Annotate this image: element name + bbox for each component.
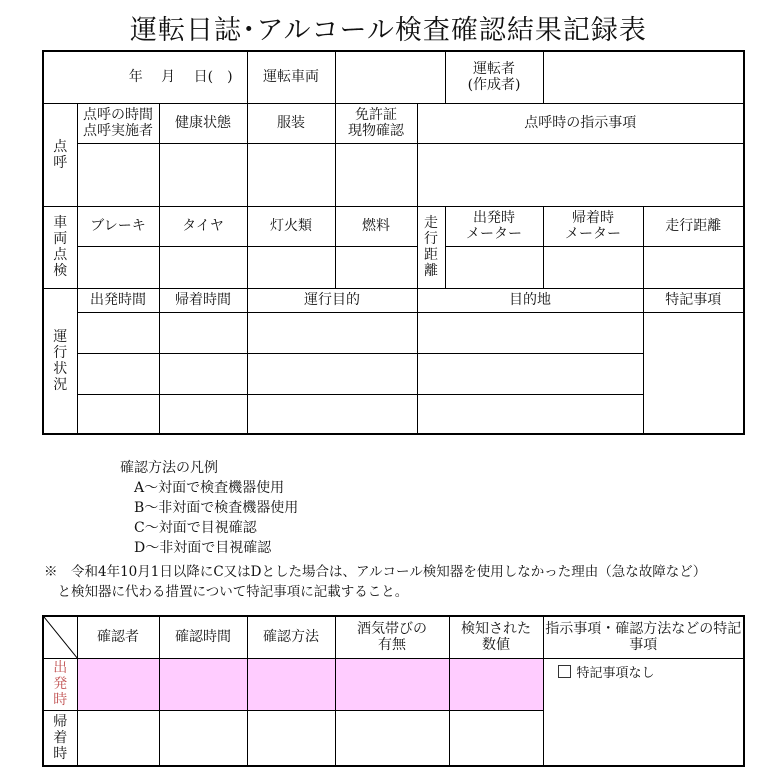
log-table xyxy=(42,50,745,435)
destination-field[interactable] xyxy=(417,353,643,394)
special-notes-field[interactable] xyxy=(543,658,744,766)
vehicle-field[interactable] xyxy=(335,51,445,103)
depart-time-label: 出発時間 xyxy=(77,288,159,312)
note-line: ※ 令和4年10月1日以降にC又はDとした場合は、アルコール検知器を使用しなかった理由（急な故障など） xyxy=(44,564,707,580)
mileage-label: 走行距離 xyxy=(643,206,744,246)
brake-label: ブレーキ xyxy=(77,206,159,246)
fuel-field[interactable] xyxy=(335,246,417,288)
depart-meter-field[interactable] xyxy=(445,246,543,288)
distance-label: 走 行 距 離 xyxy=(417,206,445,288)
detected-value-field[interactable] xyxy=(449,710,543,766)
legend-item: C～対面で目視確認 xyxy=(134,520,257,536)
purpose-field[interactable] xyxy=(247,312,417,353)
clothing-field[interactable] xyxy=(247,143,335,206)
method-field[interactable] xyxy=(247,710,335,766)
intoxication-field[interactable] xyxy=(335,710,449,766)
notes-field[interactable] xyxy=(643,312,744,434)
lights-label: 灯火類 xyxy=(247,206,335,246)
check-time-field[interactable] xyxy=(159,658,247,710)
tenko-section-label: 点 呼 xyxy=(43,103,77,206)
note-line: と検知器に代わる措置について特記事項に記載すること。 xyxy=(44,584,409,600)
return-time-label: 帰着時間 xyxy=(159,288,247,312)
method-field[interactable] xyxy=(247,658,335,710)
return-meter-label: 帰着時 メーター xyxy=(543,206,643,246)
brake-field[interactable] xyxy=(77,246,159,288)
confirmer-field[interactable] xyxy=(77,658,159,710)
return-row-label: 帰 着 時 xyxy=(43,710,77,766)
intoxication-field[interactable] xyxy=(335,658,449,710)
legend-item: B～非対面で検査機器使用 xyxy=(134,500,299,516)
method-legend xyxy=(120,458,298,558)
none-checkbox-label: 特記事項なし xyxy=(576,665,655,681)
page-title: 運転日誌･アルコール検査確認結果記録表 xyxy=(130,15,647,46)
depart-row-label: 出 発 時 xyxy=(43,658,77,710)
health-field[interactable] xyxy=(159,143,247,206)
return-meter-field[interactable] xyxy=(543,246,643,288)
depart-time-field[interactable] xyxy=(77,312,159,353)
lights-field[interactable] xyxy=(247,246,335,288)
check-time-field[interactable] xyxy=(159,710,247,766)
driver-label: 運転者 (作成者) xyxy=(445,51,543,103)
detected-value-field[interactable] xyxy=(449,658,543,710)
special-notes-label: 指示事項・確認方法などの特記事項 xyxy=(543,616,744,658)
legend-item: A～対面で検査機器使用 xyxy=(134,480,285,496)
return-time-field[interactable] xyxy=(159,312,247,353)
confirmer-label: 確認者 xyxy=(77,616,159,658)
instructions-field[interactable] xyxy=(417,143,744,206)
tire-label: タイヤ xyxy=(159,206,247,246)
legend-heading: 確認方法の凡例 xyxy=(120,460,218,476)
health-label: 健康状態 xyxy=(159,103,247,143)
depart-meter-label: 出発時 メーター xyxy=(445,206,543,246)
inspection-section-label: 車 両 点 検 xyxy=(43,206,77,288)
corner-cell xyxy=(43,616,77,658)
destination-field[interactable] xyxy=(417,312,643,353)
return-time-field[interactable] xyxy=(159,353,247,394)
driver-field[interactable] xyxy=(543,51,744,103)
detected-value-label: 検知された 数値 xyxy=(449,616,543,658)
purpose-field[interactable] xyxy=(247,394,417,434)
license-field[interactable] xyxy=(335,143,417,206)
method-label: 確認方法 xyxy=(247,616,335,658)
license-label: 免許証 現物確認 xyxy=(335,103,417,143)
intoxication-label: 酒気帯びの 有無 xyxy=(335,616,449,658)
tire-field[interactable] xyxy=(159,246,247,288)
tenko-time-field[interactable] xyxy=(77,143,159,206)
depart-time-field[interactable] xyxy=(77,353,159,394)
alcohol-table xyxy=(42,615,745,767)
diagonal-line xyxy=(44,617,77,658)
none-checkbox[interactable] xyxy=(558,665,571,678)
purpose-field[interactable] xyxy=(247,353,417,394)
date-field[interactable]: 年 月 日( ) xyxy=(43,51,247,103)
mileage-field[interactable] xyxy=(643,246,744,288)
notes-label: 特記事項 xyxy=(643,288,744,312)
confirmer-field[interactable] xyxy=(77,710,159,766)
return-time-field[interactable] xyxy=(159,394,247,434)
depart-time-field[interactable] xyxy=(77,394,159,434)
clothing-label: 服装 xyxy=(247,103,335,143)
note xyxy=(44,562,706,602)
vehicle-label: 運転車両 xyxy=(247,51,335,103)
legend-item: D～非対面で目視確認 xyxy=(134,540,272,556)
destination-label: 目的地 xyxy=(417,288,643,312)
tenko-time-label: 点呼の時間 点呼実施者 xyxy=(77,103,159,143)
check-time-label: 確認時間 xyxy=(159,616,247,658)
instructions-label: 点呼時の指示事項 xyxy=(417,103,744,143)
destination-field[interactable] xyxy=(417,394,643,434)
purpose-label: 運行目的 xyxy=(247,288,417,312)
operation-section-label: 運 行 状 況 xyxy=(43,288,77,434)
fuel-label: 燃料 xyxy=(335,206,417,246)
